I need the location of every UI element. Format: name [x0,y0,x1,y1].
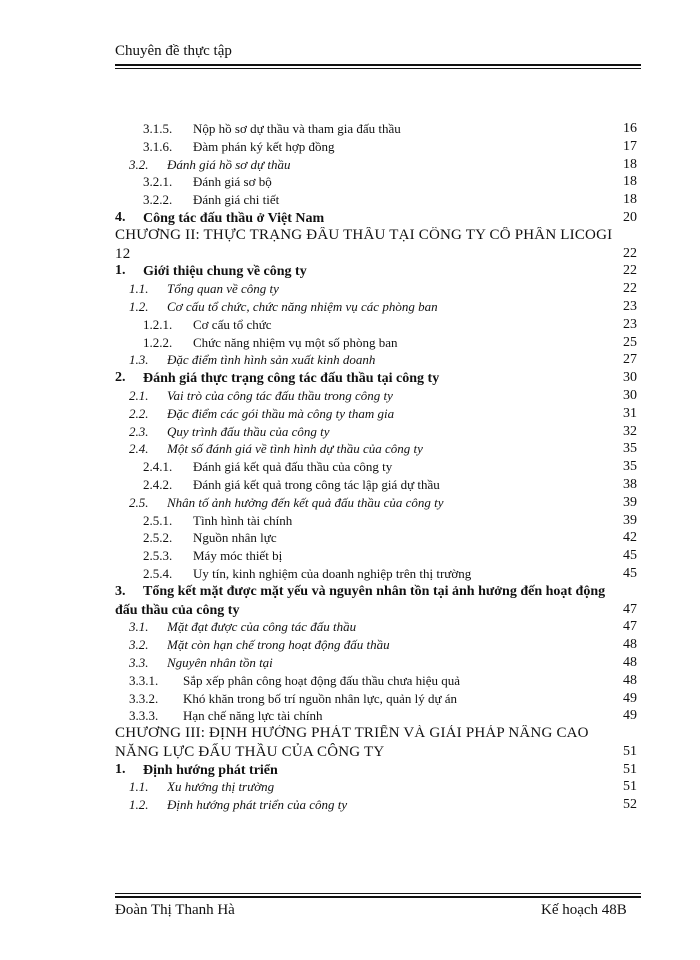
toc-entry-number: 2.5.2. [143,530,173,546]
toc-entry-text: Vai trò của công tác đấu thầu trong công ty [167,387,393,403]
toc-entry-number: 2.4.2. [143,476,173,492]
toc-row [115,778,637,796]
toc-page-number: 51 [623,761,637,777]
toc-entry-text-wrap [115,743,607,762]
toc-entry-text-wrap [193,173,607,191]
toc-row [115,440,637,458]
toc-page-number: 23 [623,316,637,332]
toc-entry-text: Đánh giá kết quả đấu thầu của công ty [193,459,393,475]
table-of-contents [115,120,637,814]
toc-entry-text: Cơ cấu tổ chức, chức năng nhiệm vụ các phòng ban [167,298,438,314]
toc-page-number: 20 [623,209,637,225]
toc-entry-text-wrap [193,565,607,583]
toc-page-number: 30 [623,370,637,386]
toc-chapter-title: CHƯƠNG II: THỰC TRẠNG ĐẤU THẦU TẠI CÔNG TY CỔ PHẦN LICOGI [115,226,613,243]
toc-entry-number: 3. [115,583,126,599]
toc-entry-text: Tổng quan về công ty [167,281,279,297]
toc-entry-text-wrap [193,138,607,156]
toc-chapter-row [115,227,637,245]
toc-entry-text: Đánh giá chi tiết [193,192,280,208]
toc-entry-number: 1.2. [129,797,149,813]
toc-page-number: 17 [623,138,637,154]
toc-entry-text: Nguyên nhân tồn tại [167,654,273,670]
toc-entry-number: 2.5.3. [143,548,173,564]
toc-entry-text-wrap [167,494,607,512]
toc-row [115,405,637,423]
toc-entry-number: 1. [115,263,126,279]
toc-entry-text-wrap [143,209,607,228]
toc-entry-text-wrap [167,405,607,423]
header-rule-thin [115,68,641,69]
toc-entry-text-wrap [167,351,607,369]
toc-chapter-row-cont [115,245,637,263]
toc-entry-text-wrap [193,120,607,138]
toc-entry-text: Mặt còn hạn chế trong hoạt động đấu thầu [167,637,390,653]
toc-entry-text: NĂNG LỰC ĐẤU THẦU CỦA CÔNG TY [115,743,385,760]
toc-entry-text: Một số đánh giá về tình hình dự thầu của công ty [167,441,423,457]
toc-page-number: 47 [623,601,637,617]
toc-entry-number: 3.3.1. [129,672,159,688]
toc-page-number: 23 [623,298,637,314]
toc-row [115,707,637,725]
toc-entry-text: Xu hướng thị trường [167,779,275,795]
toc-row [115,316,637,334]
toc-page-number: 16 [623,121,637,136]
toc-entry-text-wrap [167,654,607,672]
toc-entry-text: Giới thiệu chung về công ty [143,264,307,280]
toc-entry-text: Đặc điểm tình hình sản xuất kinh doanh [167,352,376,368]
toc-entry-number: 3.3. [129,654,149,670]
toc-entry-text-wrap [167,618,607,636]
toc-entry-text: Hạn chế năng lực tài chính [183,708,323,724]
toc-entry-text-wrap [143,369,607,388]
toc-entry-text-wrap [167,423,607,441]
toc-row [115,209,637,227]
toc-entry-text: Cơ cấu tổ chức [193,316,272,332]
toc-entry-text-wrap [167,156,607,174]
toc-entry-number: 1. [115,761,126,777]
toc-entry-number: 1.2. [129,298,149,314]
toc-page-number: 22 [623,245,637,261]
toc-row [115,369,637,387]
toc-entry-text: Tổng kết mặt được mặt yếu và nguyên nhân tồn tại ảnh hưởng đến hoạt động [143,583,606,599]
toc-entry-number: 2.4. [129,441,149,457]
toc-page-number: 51 [623,743,637,759]
toc-entry-text: Nộp hồ sơ dự thầu và tham gia đấu thầu [193,121,401,136]
toc-row [115,280,637,298]
toc-page-number: 39 [623,512,637,528]
toc-entry-text-wrap [167,636,607,654]
toc-entry-text: Đặc điểm các gói thầu mà công ty tham gia [167,405,395,421]
toc-entry-text: Quy trình đấu thầu của công ty [167,423,330,439]
toc-entry-number: 2.2. [129,405,149,421]
toc-row [115,120,637,138]
toc-entry-text-wrap [167,298,607,316]
toc-entry-text: Đánh giá kết quả trong công tác lập giá dự thầu [193,476,440,492]
toc-row-cont [115,601,637,619]
toc-page-number: 51 [623,779,637,795]
toc-entry-number: 2.3. [129,423,149,439]
toc-row [115,672,637,690]
toc-entry-text-wrap [167,778,607,796]
toc-page-number: 49 [623,690,637,706]
toc-page-number: 42 [623,530,637,546]
toc-entry-number: 3.1. [129,619,149,635]
toc-entry-text: Đánh giá sơ bộ [193,174,272,190]
toc-row [115,334,637,352]
toc-entry-text-wrap [193,316,607,334]
toc-entry-number: 1.2.1. [143,316,173,332]
toc-entry-text-wrap [167,387,607,405]
toc-entry-number: 3.1.5. [143,121,173,136]
toc-row [115,476,637,494]
toc-entry-number: 2.5.1. [143,512,173,528]
toc-page-number: 38 [623,476,637,492]
toc-entry-number: 3.1.6. [143,138,173,154]
toc-page-number: 18 [623,192,637,208]
toc-row [115,565,637,583]
toc-entry-text-wrap [143,262,607,281]
toc-row [115,529,637,547]
toc-row [115,156,637,174]
toc-page-number: 18 [623,174,637,190]
toc-page-number: 48 [623,637,637,653]
toc-entry-text: Nguồn nhân lực [193,530,277,546]
toc-entry-text-wrap [183,690,607,708]
toc-entry-number: 2.5.4. [143,565,173,581]
toc-entry-text: Định hướng phát triển của công ty [167,797,348,813]
toc-entry-text: Chức năng nhiệm vụ một số phòng ban [193,334,398,350]
toc-row [115,387,637,405]
toc-entry-text: đấu thầu của công ty [115,602,240,618]
toc-entry-text: Định hướng phát triển [143,762,278,778]
toc-entry-text: Uy tín, kinh nghiệm của doanh nghiệp trên thị trường [193,565,472,581]
toc-entry-number: 2.5. [129,494,149,510]
toc-row [115,494,637,512]
toc-entry-text-wrap [167,440,607,458]
toc-entry-number: 3.2. [129,156,149,172]
toc-entry-text-wrap [183,672,607,690]
toc-page-number: 18 [623,156,637,172]
toc-entry-text: Đàm phán ký kết hợp đồng [193,138,335,154]
toc-entry-text: Đánh giá hồ sơ dự thầu [167,156,291,172]
toc-entry-number: 2.4.1. [143,459,173,475]
toc-row [115,654,637,672]
toc-entry-text: 12 [115,245,131,262]
toc-row [115,191,637,209]
toc-entry-text: Công tác đấu thầu ở Việt Nam [143,210,325,226]
toc-page-number: 48 [623,654,637,670]
toc-chapter-title: CHƯƠNG III: ĐỊNH HƯỚNG PHÁT TRIỂN VÀ GIẢI PHÁP NÂNG CAO [115,725,589,742]
toc-row [115,512,637,530]
toc-entry-text-wrap [193,547,607,565]
toc-entry-text: Máy móc thiết bị [193,548,283,564]
toc-row [115,761,637,779]
toc-entry-text-wrap [115,245,607,264]
toc-entry-number: 1.3. [129,352,149,368]
toc-entry-number: 3.2.1. [143,174,173,190]
toc-entry-text: Đánh giá thực trạng công tác đấu thầu tại công ty [143,371,440,387]
toc-entry-number: 4. [115,209,126,225]
toc-page-number: 39 [623,494,637,510]
toc-page-number: 31 [623,405,637,421]
toc-row [115,458,637,476]
toc-entry-number: 3.2. [129,637,149,653]
toc-page-number: 49 [623,708,637,724]
toc-row [115,690,637,708]
toc-page-number: 25 [623,334,637,350]
toc-entry-text: Sắp xếp phân công hoạt động đấu thầu chưa hiệu quả [183,672,461,688]
toc-row [115,351,637,369]
toc-entry-text-wrap [193,458,607,476]
toc-entry-text-wrap [193,476,607,494]
toc-row [115,423,637,441]
toc-entry-text-wrap [193,512,607,530]
toc-entry-text-wrap [115,601,607,620]
toc-entry-text-wrap [167,796,607,814]
toc-chapter-row [115,725,637,743]
footer-author: Đoàn Thị Thanh Hà [115,902,235,918]
toc-entry-number: 2.1. [129,387,149,403]
toc-entry-text: Mặt đạt được của công tác đấu thầu [167,619,357,635]
toc-page-number: 47 [623,619,637,635]
header-rule [115,64,641,66]
toc-entry-number: 3.2.2. [143,192,173,208]
toc-page-number: 30 [623,387,637,403]
toc-row [115,583,637,601]
toc-page-number: 35 [623,441,637,457]
toc-page-number: 22 [623,263,637,279]
toc-entry-text-wrap [167,280,607,298]
leader-dots [115,258,607,259]
toc-row [115,138,637,156]
toc-page-number: 45 [623,548,637,564]
toc-entry-number: 1.2.2. [143,334,173,350]
footer-rule [115,896,641,898]
toc-row [115,547,637,565]
toc-page-number: 32 [623,423,637,439]
toc-entry-text: Nhân tố ảnh hưởng đến kết quả đấu thầu của công ty [167,494,444,510]
toc-row [115,618,637,636]
footer-class: Kế hoạch 48B [541,902,627,918]
toc-entry-number: 3.3.3. [129,708,159,724]
toc-entry-text-wrap [193,191,607,209]
toc-row [115,173,637,191]
toc-page-number: 35 [623,459,637,475]
toc-entry-number: 1.1. [129,779,149,795]
toc-row [115,636,637,654]
toc-row [115,298,637,316]
toc-entry-text-wrap [143,761,607,780]
toc-row [115,262,637,280]
toc-entry-text-wrap [193,334,607,352]
toc-row [115,796,637,814]
toc-entry-text: Khó khăn trong bố trí nguồn nhân lực, quản lý dự án [183,690,458,706]
header-title: Chuyên đề thực tập [115,43,232,59]
toc-entry-text-wrap [193,529,607,547]
toc-page-number: 52 [623,797,637,813]
toc-entry-number: 3.3.2. [129,690,159,706]
footer-rule-thin [115,893,641,894]
toc-entry-text: Tình hình tài chính [193,512,293,528]
toc-chapter-row-cont [115,743,637,761]
toc-entry-number: 2. [115,370,126,386]
toc-page-number: 45 [623,565,637,581]
toc-page-number: 48 [623,672,637,688]
toc-entry-number: 1.1. [129,281,149,297]
toc-page-number: 27 [623,352,637,368]
toc-page-number: 22 [623,281,637,297]
toc-entry-text-wrap [183,707,607,725]
